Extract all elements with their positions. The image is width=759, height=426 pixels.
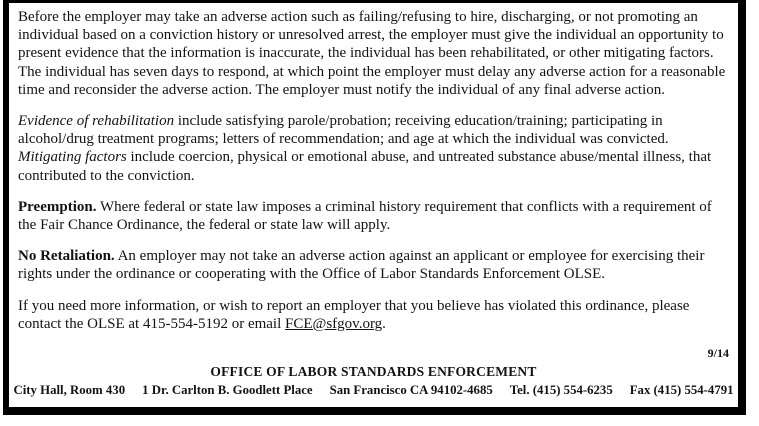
paragraph-preemption [18,198,732,234]
paragraph-no-retaliation [18,247,732,283]
document-body [9,3,738,333]
footer-address-line [9,383,738,398]
text-segment: If you need more information, or wish to report an employer that you believe has violated this ordinance, please contact the OLSE at 415-554-5192 or email [18,297,690,332]
page-number: 9/14 [707,346,729,361]
text-segment: Mitigating factors [18,149,127,166]
document-page [3,0,746,415]
footer-address-segment: Tel. (415) 554-6235 [509,383,613,398]
footer-address-segment: San Francisco CA 94102-4685 [329,383,493,398]
text-segment: include coercion, physical or emotional abuse, and untreated substance abuse/mental illness, that contributed to the conviction. [18,149,712,184]
paragraph-rehabilitation [18,112,732,185]
footer-office-title: OFFICE OF LABOR STANDARDS ENFORCEMENT [210,364,537,380]
text-segment: include satisfying parole/probation; receiving education/training; participating in alcohol/drug treatment programs; letters of recommendation; and age at which the individual was convicted. [18,113,669,148]
text-segment: Evidence of rehabilitation [18,113,175,130]
footer-address-segment: City Hall, Room 430 [13,383,126,398]
text-segment: No Retaliation. [18,248,115,265]
paragraph-adverse-action [18,8,732,99]
paragraph-contact [18,297,732,333]
email-link[interactable]: FCE@sfgov.org [285,315,383,332]
text-segment: Where federal or state law imposes a criminal history requirement that conflicts with a requirement of the Fair Chance Ordinance, the federal or state law will apply. [18,198,712,234]
text-segment: Preemption. [18,198,97,215]
text-segment: Before the employer may take an adverse action such as failing/refusing to hire, discharging, or not promoting an individual based on a conviction history or unresolved arrest, the employer must give the individual an opportunity to present evidence that the information is inaccurate, the individual has been rehabilitated, or other mitigating factors. The individual has seven days to respond, at which point the employer must delay any adverse action for a reasonable time and reconsider the adverse action. The employer must notify the individual of any final adverse action. [18,9,726,98]
text-segment: . [382,315,386,332]
footer-address-segment: 1 Dr. Carlton B. Goodlett Place [142,383,313,398]
text-segment: An employer may not take an adverse action against an applicant or employee for exercising their rights under the ordinance or cooperating with the Office of Labor Standards Enforcement OLSE. [18,248,705,283]
footer-address-segment: Fax (415) 554-4791 [629,383,734,398]
